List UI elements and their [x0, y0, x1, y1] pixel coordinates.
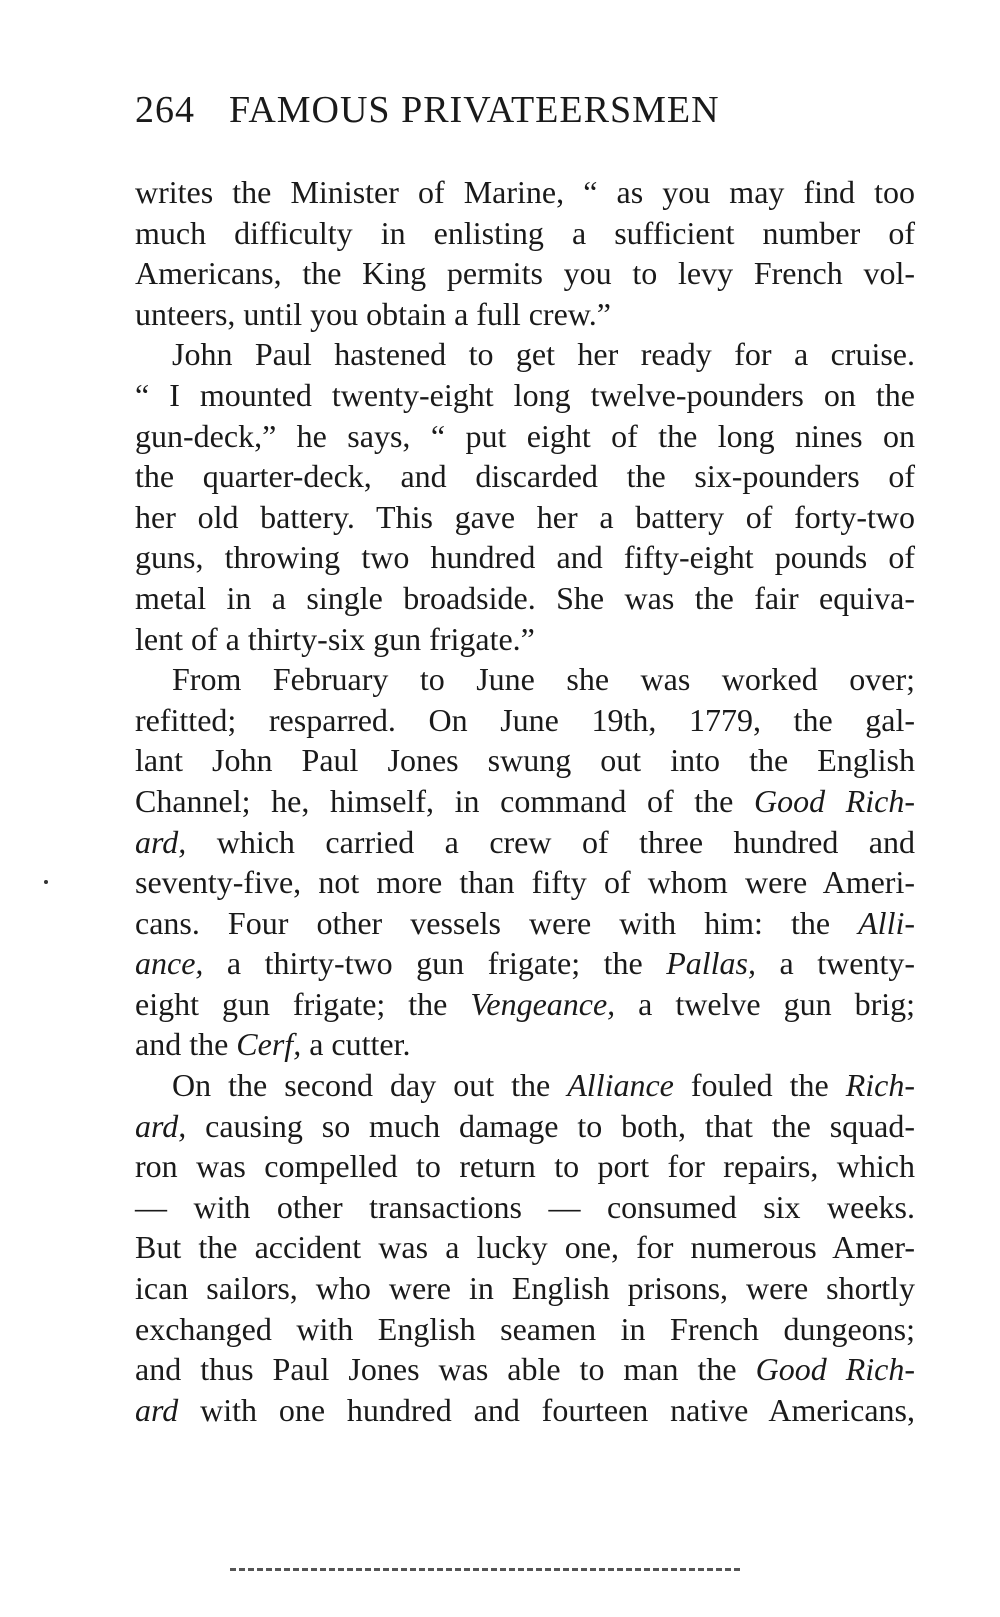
text-line: lant John Paul Jones swung out into the English: [135, 742, 915, 779]
body-text: [135, 172, 915, 1430]
text-line: Americans, the King permits you to levy French vol-: [135, 255, 915, 292]
text-line: But the accident was a lucky one, for numerous Amer-: [135, 1229, 915, 1266]
page-number: 264: [135, 89, 195, 131]
text-line: lent of a thirty-six gun frigate.”: [135, 620, 535, 657]
text-line: cans. Four other vessels were with him: the Alli-: [135, 904, 915, 941]
text-line: seventy-five, not more than fifty of whom were Ameri-: [135, 864, 915, 901]
text-line: On the second day out the Alliance fouled the Rich-: [172, 1067, 916, 1104]
text-line: eight gun frigate; the Vengeance, a twelve gun brig;: [135, 985, 915, 1022]
text-line: unteers, until you obtain a full crew.”: [135, 295, 611, 332]
print-speck: [44, 880, 48, 884]
text-line: ance, a thirty-two gun frigate; the Pallas, a twenty-: [135, 945, 915, 982]
text-line: refitted; resparred. On June 19th, 1779, the gal-: [135, 701, 915, 738]
text-line: gun-deck,” he says, “ put eight of the long nines on: [135, 417, 915, 454]
text-line: From February to June she was worked over;: [172, 661, 915, 698]
text-line: writes the Minister of Marine, “ as you may find too: [135, 174, 915, 210]
text-line: exchanged with English seamen in French dungeons;: [135, 1310, 915, 1347]
signature-mark-line: [230, 1568, 740, 1571]
text-line: the quarter-deck, and discarded the six-pounders of: [135, 458, 915, 495]
text-line: much difficulty in enlisting a sufficient number of: [135, 214, 915, 251]
running-header: [135, 88, 720, 132]
text-line: John Paul hastened to get her ready for a cruise.: [172, 336, 915, 373]
text-line: Channel; he, himself, in command of the Good Rich-: [135, 782, 916, 819]
text-line: metal in a single broadside. She was the fair equiva-: [135, 579, 915, 616]
text-line: and the Cerf, a cutter.: [135, 1026, 411, 1063]
text-line: and thus Paul Jones was able to man the Good Rich-: [135, 1351, 916, 1388]
text-line: guns, throwing two hundred and fifty-eight pounds of: [135, 539, 915, 576]
text-line: ican sailors, who were in English prisons, were shortly: [135, 1270, 915, 1307]
text-line: her old battery. This gave her a battery of forty-two: [135, 498, 915, 535]
text-line: “ I mounted twenty-eight long twelve-pounders on the: [135, 376, 915, 413]
text-line: ard, which carried a crew of three hundred and: [135, 823, 915, 860]
text-line: — with other transactions — consumed six weeks.: [135, 1188, 915, 1225]
text-line: ard with one hundred and fourteen native Americans,: [135, 1391, 915, 1428]
text-line: ron was compelled to return to port for repairs, which: [135, 1148, 915, 1185]
running-title: FAMOUS PRIVATEERSMEN: [229, 89, 720, 131]
text-line: ard, causing so much damage to both, that the squad-: [135, 1107, 915, 1144]
